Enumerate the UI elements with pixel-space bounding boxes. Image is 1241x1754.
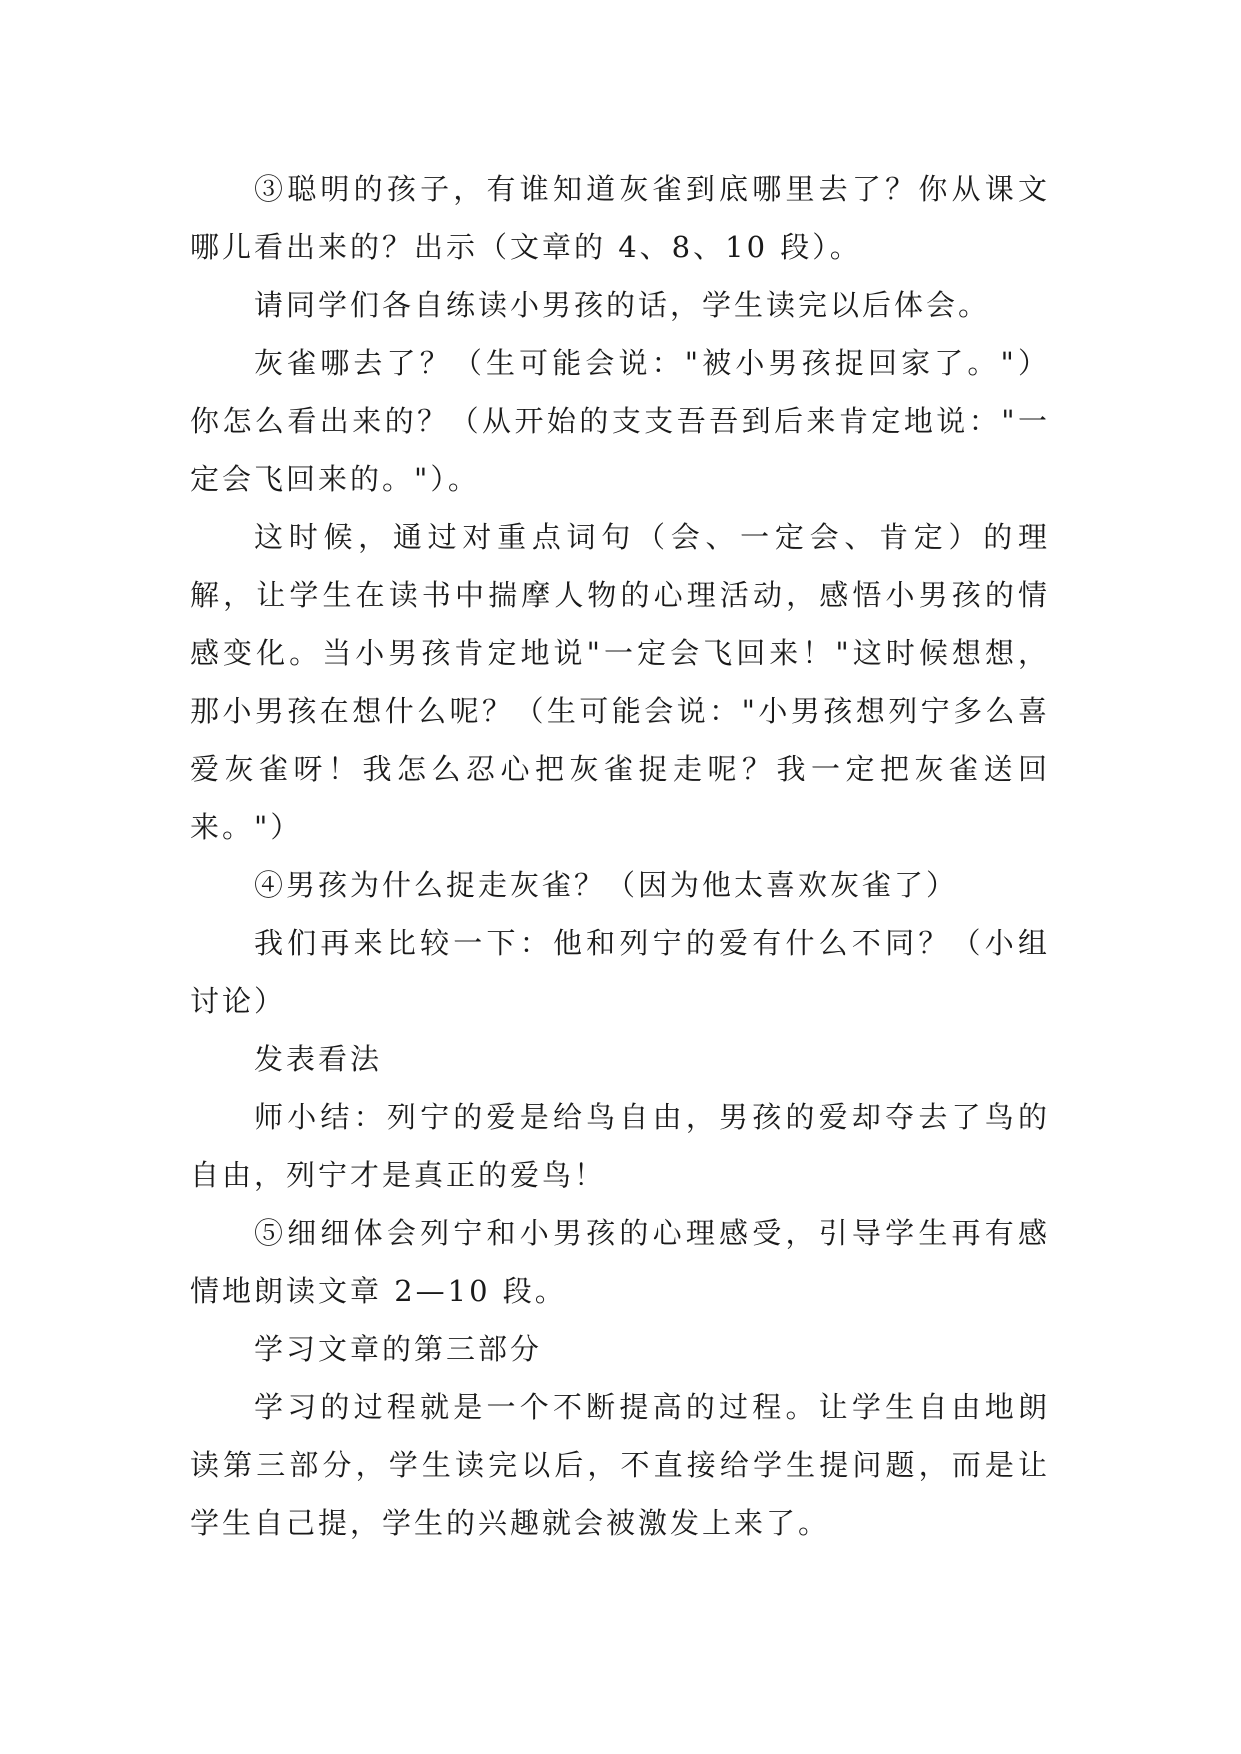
paragraph-3: 灰雀哪去了？（生可能会说："被小男孩捉回家了。"）你怎么看出来的？（从开始的支支吾吾到后来肯定地说："一定会飞回来的。"）。: [190, 346, 1050, 496]
paragraph-2: 请同学们各自练读小男孩的话，学生读完以后体会。: [254, 288, 991, 322]
paragraph-11: 学习的过程就是一个不断提高的过程。让学生自由地朗读第三部分，学生读完以后，不直接给学生提问题，而是让学生自己提，学生的兴趣就会被激发上来了。: [190, 1390, 1050, 1540]
paragraph-7: 发表看法: [254, 1042, 383, 1076]
paragraph-1: ③聪明的孩子，有谁知道灰雀到底哪里去了？你从课文哪儿看出来的？出示（文章的 4、8、10 段）。: [190, 172, 1050, 264]
paragraph-8: 师小结：列宁的爱是给鸟自由，男孩的爱却夺去了鸟的自由，列宁才是真正的爱鸟！: [190, 1100, 1050, 1192]
paragraph-6: 我们再来比较一下：他和列宁的爱有什么不同？（小组讨论）: [190, 926, 1050, 1018]
paragraph-10: 学习文章的第三部分: [254, 1332, 543, 1366]
document-body: [190, 160, 1050, 1552]
paragraph-9: ⑤细细体会列宁和小男孩的心理感受，引导学生再有感情地朗读文章 2—10 段。: [190, 1216, 1050, 1308]
paragraph-5: ④男孩为什么捉走灰雀？（因为他太喜欢灰雀了）: [254, 868, 959, 902]
paragraph-4: 这时候，通过对重点词句（会、一定会、肯定）的理解，让学生在读书中揣摩人物的心理活动，感悟小男孩的情感变化。当小男孩肯定地说"一定会飞回来！"这时候想想，那小男孩在想什么呢？（生可能会说："小男孩想列宁多么喜爱灰雀呀！我怎么忍心把灰雀捉走呢？我一定把灰雀送回来。"）: [190, 520, 1050, 844]
